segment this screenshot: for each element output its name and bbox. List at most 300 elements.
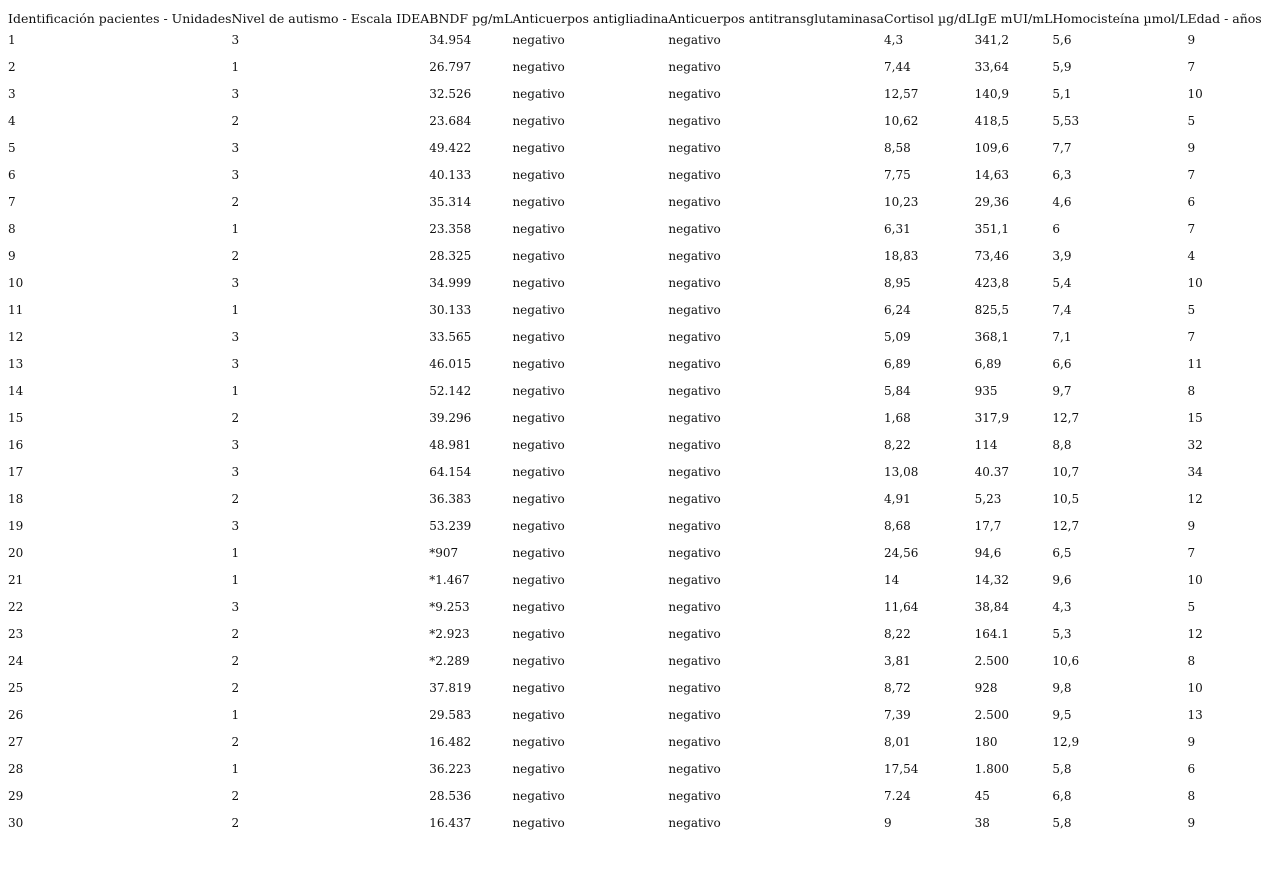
header-bndf: BNDF pg/mL [429,11,513,26]
table-row [8,29,1262,56]
cell-cortisol: 8,58 [884,141,911,155]
cell-antigliadin: negativo [512,33,565,47]
table-header-row [8,9,1262,29]
cell-autism-level: 2 [231,816,240,830]
cell-ige: 40.37 [974,465,1009,479]
cell-patient-id: 9 [8,249,16,263]
cell-antitransglutaminase: negativo [668,249,721,263]
cell-cortisol: 6,89 [884,357,911,371]
cell-antitransglutaminase: negativo [668,357,721,371]
cell-homocysteine: 9,5 [1052,708,1072,722]
table-row [8,596,1262,623]
cell-patient-id: 5 [8,141,16,155]
cell-ige: 368,1 [974,330,1009,344]
cell-ige: 38,84 [974,600,1009,614]
cell-antigliadin: negativo [512,303,565,317]
cell-antitransglutaminase: negativo [668,438,721,452]
cell-autism-level: 3 [231,438,240,452]
cell-antitransglutaminase: negativo [668,816,721,830]
cell-bndf: 33.565 [429,330,472,344]
cell-patient-id: 15 [8,411,24,425]
cell-ige: 164.1 [974,627,1009,641]
cell-ige: 180 [974,735,998,749]
cell-age: 8 [1187,654,1196,668]
cell-ige: 38 [974,816,990,830]
cell-antigliadin: negativo [512,384,565,398]
cell-autism-level: 3 [231,276,240,290]
cell-autism-level: 3 [231,330,240,344]
table-row [8,650,1262,677]
header-ige: IgE mUI/mL [974,11,1053,26]
cell-bndf: 23.684 [429,114,472,128]
cell-bndf: 46.015 [429,357,472,371]
cell-patient-id: 11 [8,303,24,317]
cell-antitransglutaminase: negativo [668,303,721,317]
cell-antigliadin: negativo [512,276,565,290]
table-row [8,299,1262,326]
cell-cortisol: 7,39 [884,708,911,722]
table-row [8,137,1262,164]
cell-homocysteine: 10,6 [1052,654,1080,668]
cell-bndf: 37.819 [429,681,472,695]
table-row [8,569,1262,596]
cell-age: 7 [1187,222,1196,236]
cell-antitransglutaminase: negativo [668,276,721,290]
cell-antigliadin: negativo [512,492,565,506]
cell-cortisol: 7,44 [884,60,911,74]
cell-antitransglutaminase: negativo [668,735,721,749]
cell-patient-id: 17 [8,465,24,479]
table-row [8,164,1262,191]
cell-cortisol: 4,91 [884,492,911,506]
cell-cortisol: 8,68 [884,519,911,533]
cell-patient-id: 22 [8,600,24,614]
cell-homocysteine: 5,1 [1052,87,1072,101]
cell-patient-id: 3 [8,87,16,101]
cell-bndf: *1.467 [429,573,470,587]
cell-ige: 73,46 [974,249,1009,263]
cell-antigliadin: negativo [512,546,565,560]
cell-age: 32 [1187,438,1203,452]
cell-age: 9 [1187,33,1196,47]
cell-bndf: 28.536 [429,789,472,803]
cell-homocysteine: 7,1 [1052,330,1072,344]
cell-patient-id: 12 [8,330,24,344]
table-row [8,488,1262,515]
cell-antigliadin: negativo [512,654,565,668]
table-row [8,326,1262,353]
cell-cortisol: 8,22 [884,627,911,641]
cell-bndf: *907 [429,546,459,560]
cell-homocysteine: 9,6 [1052,573,1072,587]
cell-cortisol: 3,81 [884,654,911,668]
cell-cortisol: 8,72 [884,681,911,695]
cell-cortisol: 8,01 [884,735,911,749]
cell-cortisol: 18,83 [884,249,919,263]
cell-homocysteine: 5,8 [1052,762,1072,776]
cell-antitransglutaminase: negativo [668,168,721,182]
cell-age: 13 [1187,708,1203,722]
cell-homocysteine: 5,6 [1052,33,1072,47]
cell-patient-id: 14 [8,384,24,398]
cell-autism-level: 2 [231,627,240,641]
cell-cortisol: 24,56 [884,546,919,560]
cell-bndf: *2.289 [429,654,470,668]
cell-cortisol: 17,54 [884,762,919,776]
cell-autism-level: 1 [231,60,240,74]
table-row [8,623,1262,650]
cell-bndf: 23.358 [429,222,472,236]
cell-ige: 2.500 [974,708,1009,722]
cell-antigliadin: negativo [512,330,565,344]
cell-ige: 140,9 [974,87,1009,101]
cell-patient-id: 29 [8,789,24,803]
cell-cortisol: 1,68 [884,411,911,425]
header-homocysteine: Homocisteína µmol/L [1052,11,1188,26]
cell-autism-level: 3 [231,357,240,371]
cell-antitransglutaminase: negativo [668,762,721,776]
cell-bndf: 36.383 [429,492,472,506]
table-row [8,785,1262,812]
cell-antitransglutaminase: negativo [668,330,721,344]
cell-homocysteine: 4,3 [1052,600,1072,614]
cell-antigliadin: negativo [512,573,565,587]
table-row [8,218,1262,245]
cell-autism-level: 1 [231,384,240,398]
cell-age: 4 [1187,249,1196,263]
cell-ige: 109,6 [974,141,1009,155]
cell-antitransglutaminase: negativo [668,654,721,668]
cell-ige: 45 [974,789,990,803]
cell-homocysteine: 4,6 [1052,195,1072,209]
table-row [8,83,1262,110]
cell-age: 8 [1187,384,1196,398]
cell-homocysteine: 5,53 [1052,114,1080,128]
cell-antitransglutaminase: negativo [668,519,721,533]
cell-antigliadin: negativo [512,465,565,479]
cell-age: 6 [1187,195,1196,209]
cell-antitransglutaminase: negativo [668,222,721,236]
table-row [8,272,1262,299]
cell-antitransglutaminase: negativo [668,114,721,128]
cell-homocysteine: 6,3 [1052,168,1072,182]
cell-autism-level: 2 [231,195,240,209]
cell-ige: 94,6 [974,546,1002,560]
table-body [8,29,1262,839]
cell-autism-level: 2 [231,114,240,128]
cell-patient-id: 30 [8,816,24,830]
cell-bndf: *2.923 [429,627,470,641]
cell-ige: 2.500 [974,654,1009,668]
cell-patient-id: 19 [8,519,24,533]
cell-autism-level: 3 [231,465,240,479]
cell-cortisol: 8,22 [884,438,911,452]
cell-cortisol: 10,62 [884,114,919,128]
cell-bndf: 39.296 [429,411,472,425]
patients-table [8,9,1262,839]
cell-patient-id: 28 [8,762,24,776]
cell-homocysteine: 3,9 [1052,249,1072,263]
cell-age: 6 [1187,762,1196,776]
cell-autism-level: 3 [231,33,240,47]
header-antigliadin: Anticuerpos antigliadina [512,11,669,26]
cell-ige: 29,36 [974,195,1009,209]
cell-cortisol: 8,95 [884,276,911,290]
cell-antitransglutaminase: negativo [668,465,721,479]
cell-patient-id: 20 [8,546,24,560]
cell-age: 7 [1187,330,1196,344]
cell-age: 10 [1187,681,1203,695]
cell-autism-level: 2 [231,789,240,803]
cell-patient-id: 13 [8,357,24,371]
cell-patient-id: 2 [8,60,16,74]
cell-patient-id: 7 [8,195,16,209]
cell-autism-level: 3 [231,600,240,614]
cell-cortisol: 10,23 [884,195,919,209]
cell-ige: 6,89 [974,357,1002,371]
cell-cortisol: 14 [884,573,900,587]
table-row [8,461,1262,488]
cell-bndf: 53.239 [429,519,472,533]
cell-bndf: 36.223 [429,762,472,776]
cell-antigliadin: negativo [512,195,565,209]
cell-bndf: 29.583 [429,708,472,722]
cell-ige: 418,5 [974,114,1009,128]
cell-antitransglutaminase: negativo [668,384,721,398]
cell-patient-id: 6 [8,168,16,182]
cell-patient-id: 8 [8,222,16,236]
cell-antigliadin: negativo [512,789,565,803]
table-row [8,515,1262,542]
cell-homocysteine: 10,7 [1052,465,1080,479]
header-antitransglutaminase: Anticuerpos antitransglutaminasa [668,11,884,26]
cell-cortisol: 12,57 [884,87,919,101]
cell-homocysteine: 6,6 [1052,357,1072,371]
cell-ige: 341,2 [974,33,1009,47]
cell-bndf: 16.482 [429,735,472,749]
cell-ige: 351,1 [974,222,1009,236]
cell-ige: 1.800 [974,762,1009,776]
cell-homocysteine: 9,8 [1052,681,1072,695]
cell-patient-id: 18 [8,492,24,506]
table-row [8,704,1262,731]
cell-antigliadin: negativo [512,249,565,263]
cell-autism-level: 2 [231,654,240,668]
cell-homocysteine: 12,7 [1052,519,1080,533]
cell-bndf: 64.154 [429,465,472,479]
cell-bndf: 35.314 [429,195,472,209]
cell-autism-level: 1 [231,546,240,560]
cell-ige: 14,63 [974,168,1009,182]
cell-antigliadin: negativo [512,87,565,101]
cell-cortisol: 6,31 [884,222,911,236]
cell-cortisol: 7,75 [884,168,911,182]
cell-patient-id: 27 [8,735,24,749]
table-row [8,434,1262,461]
cell-autism-level: 3 [231,168,240,182]
cell-homocysteine: 9,7 [1052,384,1072,398]
cell-antitransglutaminase: negativo [668,627,721,641]
cell-patient-id: 21 [8,573,24,587]
cell-antigliadin: negativo [512,735,565,749]
cell-age: 9 [1187,519,1196,533]
cell-bndf: 52.142 [429,384,472,398]
cell-antigliadin: negativo [512,411,565,425]
cell-autism-level: 1 [231,762,240,776]
cell-antigliadin: negativo [512,438,565,452]
cell-patient-id: 4 [8,114,16,128]
cell-antigliadin: negativo [512,627,565,641]
cell-ige: 114 [974,438,998,452]
cell-homocysteine: 8,8 [1052,438,1072,452]
cell-antitransglutaminase: negativo [668,87,721,101]
cell-homocysteine: 6,8 [1052,789,1072,803]
cell-ige: 17,7 [974,519,1002,533]
cell-antitransglutaminase: negativo [668,600,721,614]
cell-bndf: 32.526 [429,87,472,101]
cell-antitransglutaminase: negativo [668,708,721,722]
table-row [8,758,1262,785]
cell-cortisol: 4,3 [884,33,904,47]
cell-homocysteine: 6,5 [1052,546,1072,560]
cell-autism-level: 2 [231,492,240,506]
cell-patient-id: 24 [8,654,24,668]
cell-antitransglutaminase: negativo [668,411,721,425]
cell-ige: 33,64 [974,60,1009,74]
cell-homocysteine: 5,9 [1052,60,1072,74]
cell-age: 10 [1187,87,1203,101]
cell-autism-level: 2 [231,249,240,263]
table-row [8,812,1262,839]
cell-age: 8 [1187,789,1196,803]
cell-antitransglutaminase: negativo [668,573,721,587]
header-age: Edad - años [1187,11,1262,26]
cell-age: 7 [1187,546,1196,560]
cell-cortisol: 5,84 [884,384,911,398]
cell-antigliadin: negativo [512,600,565,614]
table-row [8,542,1262,569]
cell-autism-level: 3 [231,141,240,155]
cell-homocysteine: 7,7 [1052,141,1072,155]
cell-age: 5 [1187,303,1196,317]
cell-autism-level: 1 [231,708,240,722]
cell-antitransglutaminase: negativo [668,789,721,803]
cell-age: 9 [1187,735,1196,749]
cell-autism-level: 3 [231,519,240,533]
table-row [8,731,1262,758]
cell-antitransglutaminase: negativo [668,681,721,695]
cell-antigliadin: negativo [512,222,565,236]
table-row [8,407,1262,434]
cell-autism-level: 3 [231,87,240,101]
cell-homocysteine: 10,5 [1052,492,1080,506]
cell-ige: 935 [974,384,998,398]
cell-age: 10 [1187,276,1203,290]
cell-cortisol: 6,24 [884,303,911,317]
cell-bndf: 28.325 [429,249,472,263]
cell-homocysteine: 7,4 [1052,303,1072,317]
cell-homocysteine: 6 [1052,222,1061,236]
cell-age: 12 [1187,492,1203,506]
cell-bndf: 30.133 [429,303,472,317]
cell-bndf: 48.981 [429,438,472,452]
cell-age: 7 [1187,168,1196,182]
cell-homocysteine: 12,7 [1052,411,1080,425]
header-autism-level: Nivel de autismo - Escala IDEA [231,11,430,26]
cell-bndf: 34.999 [429,276,472,290]
cell-age: 9 [1187,816,1196,830]
cell-antigliadin: negativo [512,141,565,155]
cell-antigliadin: negativo [512,519,565,533]
cell-antigliadin: negativo [512,816,565,830]
cell-antigliadin: negativo [512,60,565,74]
cell-ige: 5,23 [974,492,1002,506]
cell-autism-level: 1 [231,303,240,317]
cell-bndf: 40.133 [429,168,472,182]
cell-autism-level: 2 [231,681,240,695]
cell-ige: 423,8 [974,276,1009,290]
cell-cortisol: 9 [884,816,892,830]
cell-patient-id: 10 [8,276,24,290]
cell-ige: 928 [974,681,998,695]
cell-age: 11 [1187,357,1203,371]
cell-antitransglutaminase: negativo [668,60,721,74]
cell-antitransglutaminase: negativo [668,195,721,209]
cell-antitransglutaminase: negativo [668,141,721,155]
cell-autism-level: 2 [231,735,240,749]
cell-bndf: 34.954 [429,33,472,47]
cell-patient-id: 26 [8,708,24,722]
cell-bndf: 49.422 [429,141,472,155]
cell-antigliadin: negativo [512,681,565,695]
table-row [8,191,1262,218]
cell-patient-id: 25 [8,681,24,695]
cell-autism-level: 1 [231,222,240,236]
cell-bndf: 26.797 [429,60,472,74]
cell-bndf: *9.253 [429,600,470,614]
cell-homocysteine: 5,4 [1052,276,1072,290]
cell-ige: 825,5 [974,303,1009,317]
cell-homocysteine: 5,8 [1052,816,1072,830]
cell-antitransglutaminase: negativo [668,492,721,506]
table-row [8,56,1262,83]
cell-ige: 317,9 [974,411,1009,425]
header-cortisol: Cortisol µg/dL [884,11,975,26]
cell-age: 10 [1187,573,1203,587]
cell-antigliadin: negativo [512,708,565,722]
cell-antigliadin: negativo [512,114,565,128]
cell-antigliadin: negativo [512,357,565,371]
cell-ige: 14,32 [974,573,1009,587]
cell-homocysteine: 12,9 [1052,735,1080,749]
table-row [8,677,1262,704]
header-patient-id: Identificación pacientes - Unidades [8,11,232,26]
cell-antitransglutaminase: negativo [668,546,721,560]
cell-age: 5 [1187,114,1196,128]
cell-cortisol: 11,64 [884,600,919,614]
cell-patient-id: 16 [8,438,24,452]
cell-age: 12 [1187,627,1203,641]
cell-patient-id: 23 [8,627,24,641]
table-row [8,353,1262,380]
cell-age: 34 [1187,465,1203,479]
cell-autism-level: 1 [231,573,240,587]
cell-age: 9 [1187,141,1196,155]
cell-antigliadin: negativo [512,168,565,182]
cell-patient-id: 1 [8,33,16,47]
cell-homocysteine: 5,3 [1052,627,1072,641]
cell-antitransglutaminase: negativo [668,33,721,47]
